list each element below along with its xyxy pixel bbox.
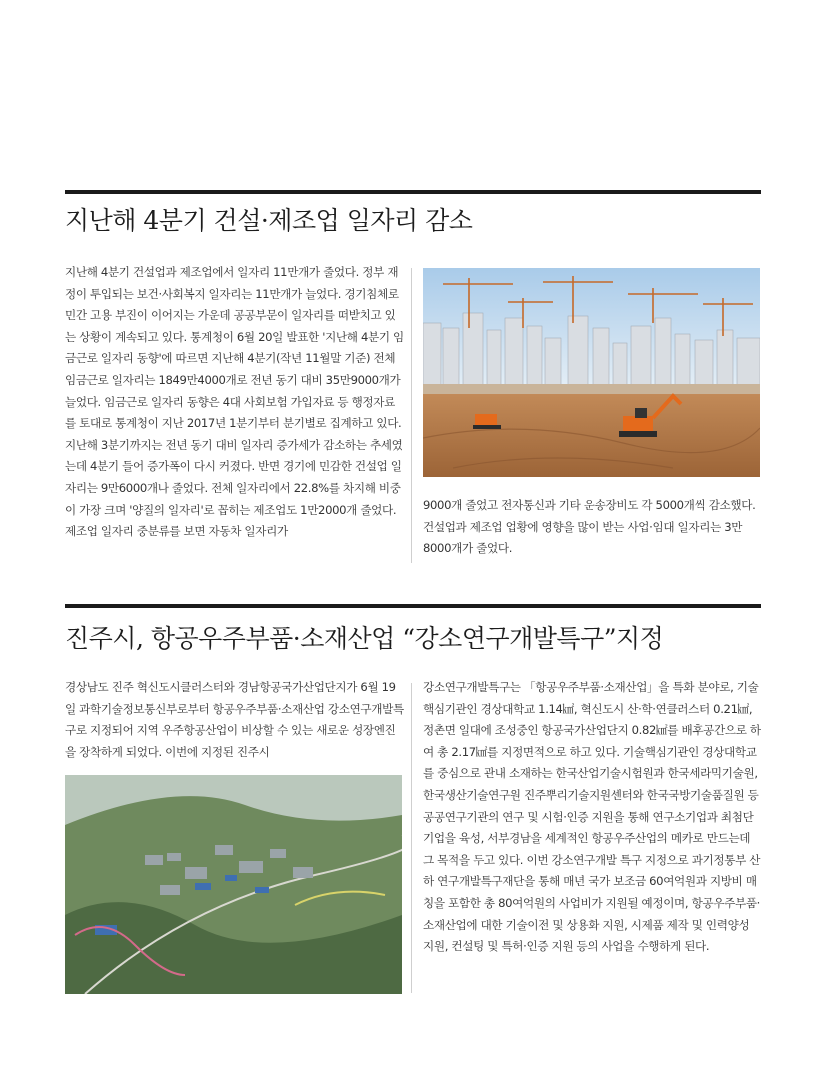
construction-site-photo bbox=[423, 268, 760, 477]
section-2-left-column: 경상남도 진주 혁신도시클러스터와 경남항공국가산업단지가 6월 19일 과학기술정보통신부로부터 항공우주부품·소재산업 강소연구개발특구로 지정되어 지역 우주항공산업이 비상할 수 있는 새로운 성장엔진을 장착하게 되었다. 이번에 지정된 진주시 bbox=[65, 680, 404, 759]
section-2-right-column: 강소연구개발특구는 「항공우주부품·소재산업」을 특화 분야로, 기술핵심기관인 경상대학교 1.14㎢, 혁신도시 산·학·연클러스터 0.21㎢, 정촌면 일대에 조성중인 항공국가산업단지 0.82㎢를 배후공간으로 하여 총 2.17㎢를 지정면적으로 하고 있다. 기술핵심기관인 경상대학교를 중심으로 관내 소재하는 한국산업기술시험원과 한국세라믹기술원, 한국생산기술연구원 진주뿌리기술지원센터와 한국국방기술품질원 등 공공연구기관의 연구 및 시험·인증 지원을 통해 연구소기업과 최첨단 기업을 육성, 서부경남을 세계적인 항공우주산업의 메카로 만드는데 그 목적을 두고 있다. 이번 강소연구개발 특구 지정으로 과기정통부 산하 연구개발특구재단을 통해 매년 국가 보조금 60여억원과 지방비 매칭을 포함한 총 80여억원의 사업비가 지원될 예정이며, 항공우주부품·소재산업에 대한 기술이전 및 상용화 지원, 시제품 제작 및 인력양성 지원, 컨설팅 및 특허·인증 지원 등의 사업을 수행하게 된다. bbox=[423, 680, 761, 954]
section-divider-2 bbox=[65, 604, 761, 608]
section-1-title: 지난해 4분기 건설·제조업 일자리 감소 bbox=[65, 206, 473, 235]
section-2-title: 진주시, 항공우주부품·소재산업 “강소연구개발특구”지정 bbox=[65, 624, 664, 653]
section-1-left-column: 지난해 4분기 건설업과 제조업에서 일자리 11만개가 줄었다. 정부 재정이 투입되는 보건·사회복지 일자리는 11만개가 늘었다. 경기침체로 민간 고용 부진이 이어지는 가운데 공공부문이 일자리를 떠받치고 있는 상황이 계속되고 있다. 통계청이 6월 20일 발표한 '지난해 4분기 임금근로 일자리 동향'에 따르면 지난해 4분기(작년 11월말 기준) 전체 임금근로 일자리는 1849만4000개로 전년 동기 대비 35만9000개가 늘었다. 임금근로 일자리 동향은 4대 사회보험 가입자료 등 행정자료를 토대로 통계청이 지난 2017년 1분기부터 분기별로 집계하고 있다. 지난해 3분기까지는 전년 동기 대비 일자리 증가세가 감소하는 추세였는데 4분기 들어 증가폭이 다시 커졌다. 반면 경기에 민감한 건설업 일자리는 9만6000개나 줄었다. 전체 일자리에서 22.8%를 차지해 비중이 가장 크며 '양질의 일자리'로 꼽히는 제조업도 1만2000개 줄었다. 제조업 일자리 중분류를 보면 자동차 일자리가 bbox=[65, 265, 404, 539]
section-divider-1 bbox=[65, 190, 761, 194]
aerial-map-photo bbox=[65, 775, 402, 994]
column-divider-1 bbox=[411, 268, 412, 563]
section-1-right-column: 9000개 줄었고 전자통신과 기타 운송장비도 각 5000개씩 감소했다. 건설업과 제조업 업황에 영향을 많이 받는 사업·임대 일자리는 3만8000개가 줄었다. bbox=[423, 498, 756, 556]
column-divider-2 bbox=[411, 683, 412, 993]
